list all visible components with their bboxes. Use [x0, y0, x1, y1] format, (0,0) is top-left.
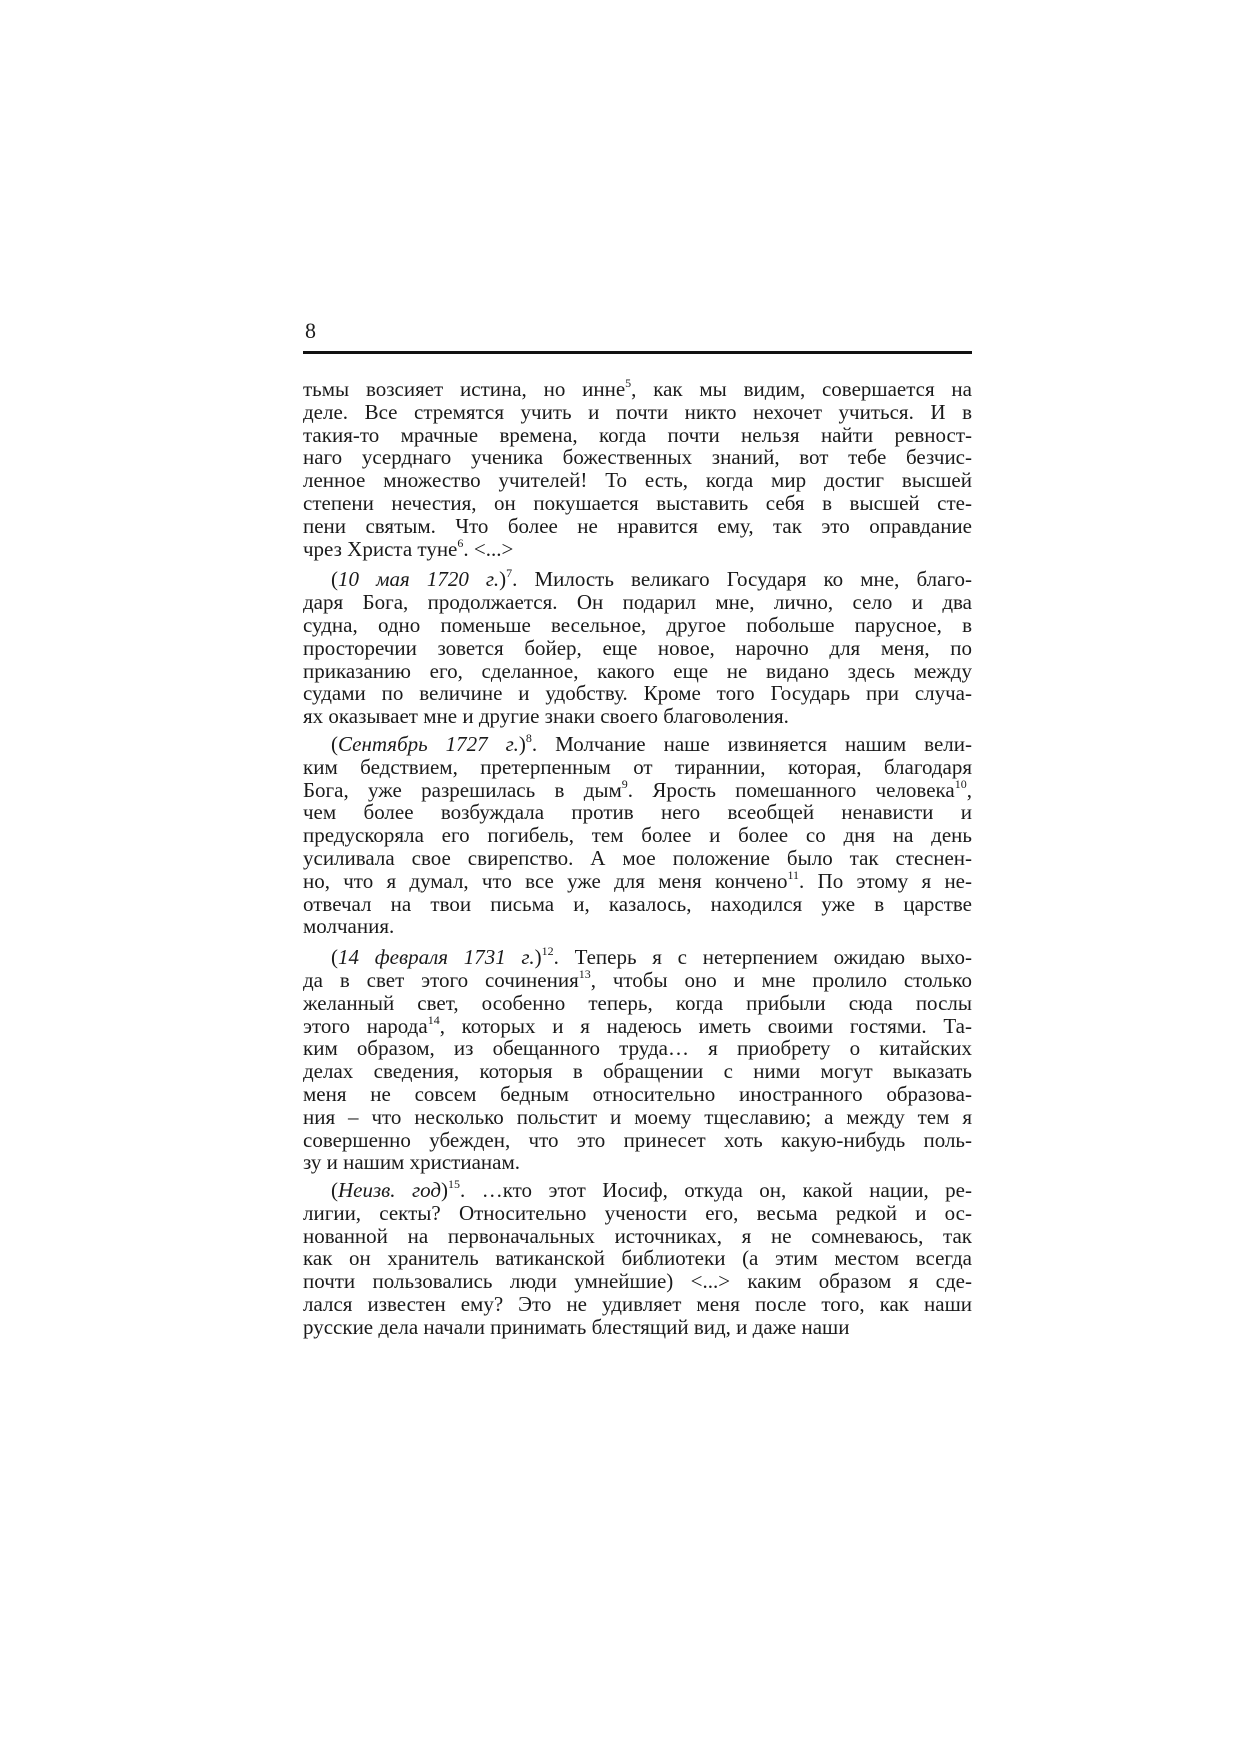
text-line — [303, 1293, 972, 1316]
text-run: молчания. — [303, 914, 395, 939]
text-line — [303, 1247, 972, 1270]
text-run: ленное множество учителей! То есть, когда мир достиг высшей — [303, 468, 972, 493]
footnote-ref: 8 — [525, 730, 532, 745]
text-run: усиливала свое свирепство. А мое положение было так стеснен- — [303, 845, 972, 870]
text-run: лался известен ему? Это не удивляет меня после того, как наши — [303, 1292, 972, 1317]
text-line — [303, 705, 972, 728]
text-run: лигии, секты? Относительно учености его, весьма редкой и ос- — [303, 1200, 972, 1225]
text-run: тьмы возсияет истина, но инне — [303, 377, 626, 401]
text-run: русские дела начали принимать блестящий вид, и даже наши — [303, 1314, 850, 1339]
footnote-ref: 9 — [621, 776, 628, 791]
paragraph — [303, 568, 972, 728]
text-line — [303, 637, 972, 660]
text-run: как он хранитель ватиканской библиотеки (а этим местом всегда — [303, 1246, 972, 1271]
footnote-ref: 14 — [427, 1012, 440, 1027]
text-run: зу и нашим христианам. — [303, 1150, 520, 1175]
text-run: чрез Христа туне — [303, 536, 458, 561]
text-line — [303, 492, 972, 515]
text-line — [303, 1179, 972, 1202]
footnote-ref: 13 — [578, 966, 591, 981]
header-rule — [303, 351, 972, 354]
text-line — [303, 946, 972, 969]
text-line — [303, 867, 972, 893]
text-run: . Теперь я с нетерпением ожидаю выхо- — [553, 945, 972, 970]
date-italic: Неизв. год — [338, 1178, 442, 1203]
text-run: ях оказывает мне и другие знаки своего благоволения. — [303, 704, 789, 729]
text-run: . Милость великаго Государя ко мне, благо- — [512, 567, 972, 592]
text-run: ( — [331, 567, 338, 592]
text-run: просторечии зовется бойер, еще новое, нарочно для меня, по — [303, 635, 972, 660]
text-line — [303, 591, 972, 614]
text-line — [303, 535, 972, 561]
text-run: пени святым. Что более не нравится ему, так это оправдание — [303, 513, 972, 538]
text-run: . …кто этот Иосиф, откуда он, какой нации, ре- — [460, 1178, 972, 1203]
date-italic: 14 февраля 1731 г. — [338, 945, 535, 970]
text-line — [303, 847, 972, 870]
text-run: отвечал на твои письма и, казалось, находился уже в царстве — [303, 891, 972, 916]
date-italic: 10 мая 1720 г. — [338, 567, 500, 592]
footnote-ref: 5 — [625, 376, 632, 390]
footnote-ref: 11 — [787, 867, 800, 882]
page-number: 8 — [305, 318, 316, 343]
paragraph — [303, 1179, 972, 1339]
text-line — [303, 614, 972, 637]
text-run: ким образом, из обещанного труда… я приобрету о китайских — [303, 1036, 972, 1061]
text-run: деле. Все стремятся учить и почти никто нехочет учиться. И в — [303, 399, 972, 424]
paragraph — [303, 378, 972, 560]
text-run: ким бедствием, претерпенным от тираннии, которая, благодаря — [303, 754, 972, 779]
text-line — [303, 1012, 972, 1038]
text-run: , — [966, 777, 973, 802]
text-run: делах сведения, которыя в обращении с ними могут выказать — [303, 1059, 972, 1084]
text-run: . <...> — [463, 536, 514, 561]
text-run: приказанию его, сделанное, какого еще не видано здесь между — [303, 658, 972, 683]
text-run: . Молчание наше извиняется нашим вели- — [531, 731, 973, 756]
text-line — [303, 568, 972, 591]
text-run: . Ярость помешанного человека — [627, 777, 955, 802]
footnote-ref: 6 — [457, 535, 464, 550]
text-run: ) — [499, 567, 507, 592]
text-line — [303, 1202, 972, 1225]
text-run: ) — [518, 731, 526, 756]
text-run: степени нечестия, он покушается выставить себя в высшей сте- — [303, 490, 972, 515]
text-line — [303, 682, 972, 705]
paragraph — [303, 946, 972, 1174]
text-run: . По этому я не- — [799, 868, 972, 893]
text-run: ния – что несколько польстит и моему тщеславию; а между тем я — [303, 1104, 972, 1129]
text-line — [303, 1083, 972, 1106]
text-line — [303, 515, 972, 538]
text-line — [303, 446, 972, 469]
text-line — [303, 756, 972, 779]
text-run: почти пользовались люди умнейшие) <...> каким образом я сде- — [303, 1269, 972, 1294]
text-run: ( — [331, 1178, 338, 1203]
text-line — [303, 801, 972, 824]
text-run: предускоряла его погибель, тем более и более со дня на день — [303, 823, 972, 848]
text-run: чем более возбуждала против него всеобщей ненависти и — [303, 800, 972, 825]
text-line — [303, 992, 972, 1015]
text-run: меня не совсем бедным относительно иностранного образова- — [303, 1081, 972, 1106]
text-run: такия-то мрачные времена, когда почти нельзя найти ревност- — [303, 422, 972, 447]
text-run: этого народа — [303, 1013, 428, 1038]
text-run: ) — [534, 945, 542, 970]
date-italic: Сентябрь 1727 г. — [338, 731, 519, 756]
text-line — [303, 660, 972, 683]
text-line — [303, 1106, 972, 1129]
text-line — [303, 915, 972, 938]
text-line — [303, 1060, 972, 1083]
footnote-ref: 7 — [506, 566, 513, 581]
text-line — [303, 469, 972, 492]
text-run: ( — [331, 731, 338, 756]
text-run: даря Бога, продолжается. Он подарил мне, лично, село и два — [303, 590, 972, 615]
text-line — [303, 966, 972, 992]
footnote-ref: 12 — [541, 944, 554, 959]
text-run: , чтобы оно и мне пролило столько — [590, 967, 972, 992]
text-run: ) — [441, 1178, 449, 1203]
text-run: , которых и я надеюсь иметь своими гостями. Та- — [439, 1013, 972, 1038]
paragraph — [303, 730, 973, 939]
text-run: наго усерднаго ученика божественных знаний, вот тебе безчис- — [303, 445, 972, 470]
footnote-ref: 10 — [954, 776, 967, 791]
text-run: нованной на первоначальных источниках, я не сомневаюсь, так — [303, 1223, 972, 1248]
text-line — [303, 401, 972, 424]
text-line — [303, 378, 972, 401]
footnote-ref: 15 — [448, 1177, 461, 1192]
text-run: , как мы видим, совершается на — [631, 377, 972, 401]
text-run: судна, одно поменьше весельное, другое побольше парусное, в — [303, 612, 972, 637]
text-line — [303, 1316, 972, 1339]
text-line — [303, 1270, 972, 1293]
text-run: да в свет этого сочинения — [303, 967, 579, 992]
body-text — [303, 378, 972, 1339]
text-run: желанный свет, особенно теперь, когда прибыли сюда послы — [303, 990, 972, 1015]
text-line — [303, 1225, 972, 1248]
text-run: ( — [331, 945, 338, 970]
text-line — [303, 1129, 972, 1152]
text-run: Бога, уже разрешилась в дым — [303, 777, 622, 802]
text-line — [303, 824, 972, 847]
text-line — [303, 893, 972, 916]
text-line — [303, 1151, 972, 1174]
text-run: совершенно убежден, что это принесет хоть какую-нибудь поль- — [303, 1127, 972, 1152]
text-run: судами по величине и удобству. Кроме того Государь при случа- — [303, 681, 972, 706]
text-line — [303, 1037, 972, 1060]
text-run: но, что я думал, что все уже для меня кончено — [303, 868, 788, 893]
text-line — [303, 730, 973, 756]
text-line — [303, 776, 973, 802]
text-line — [303, 424, 972, 447]
